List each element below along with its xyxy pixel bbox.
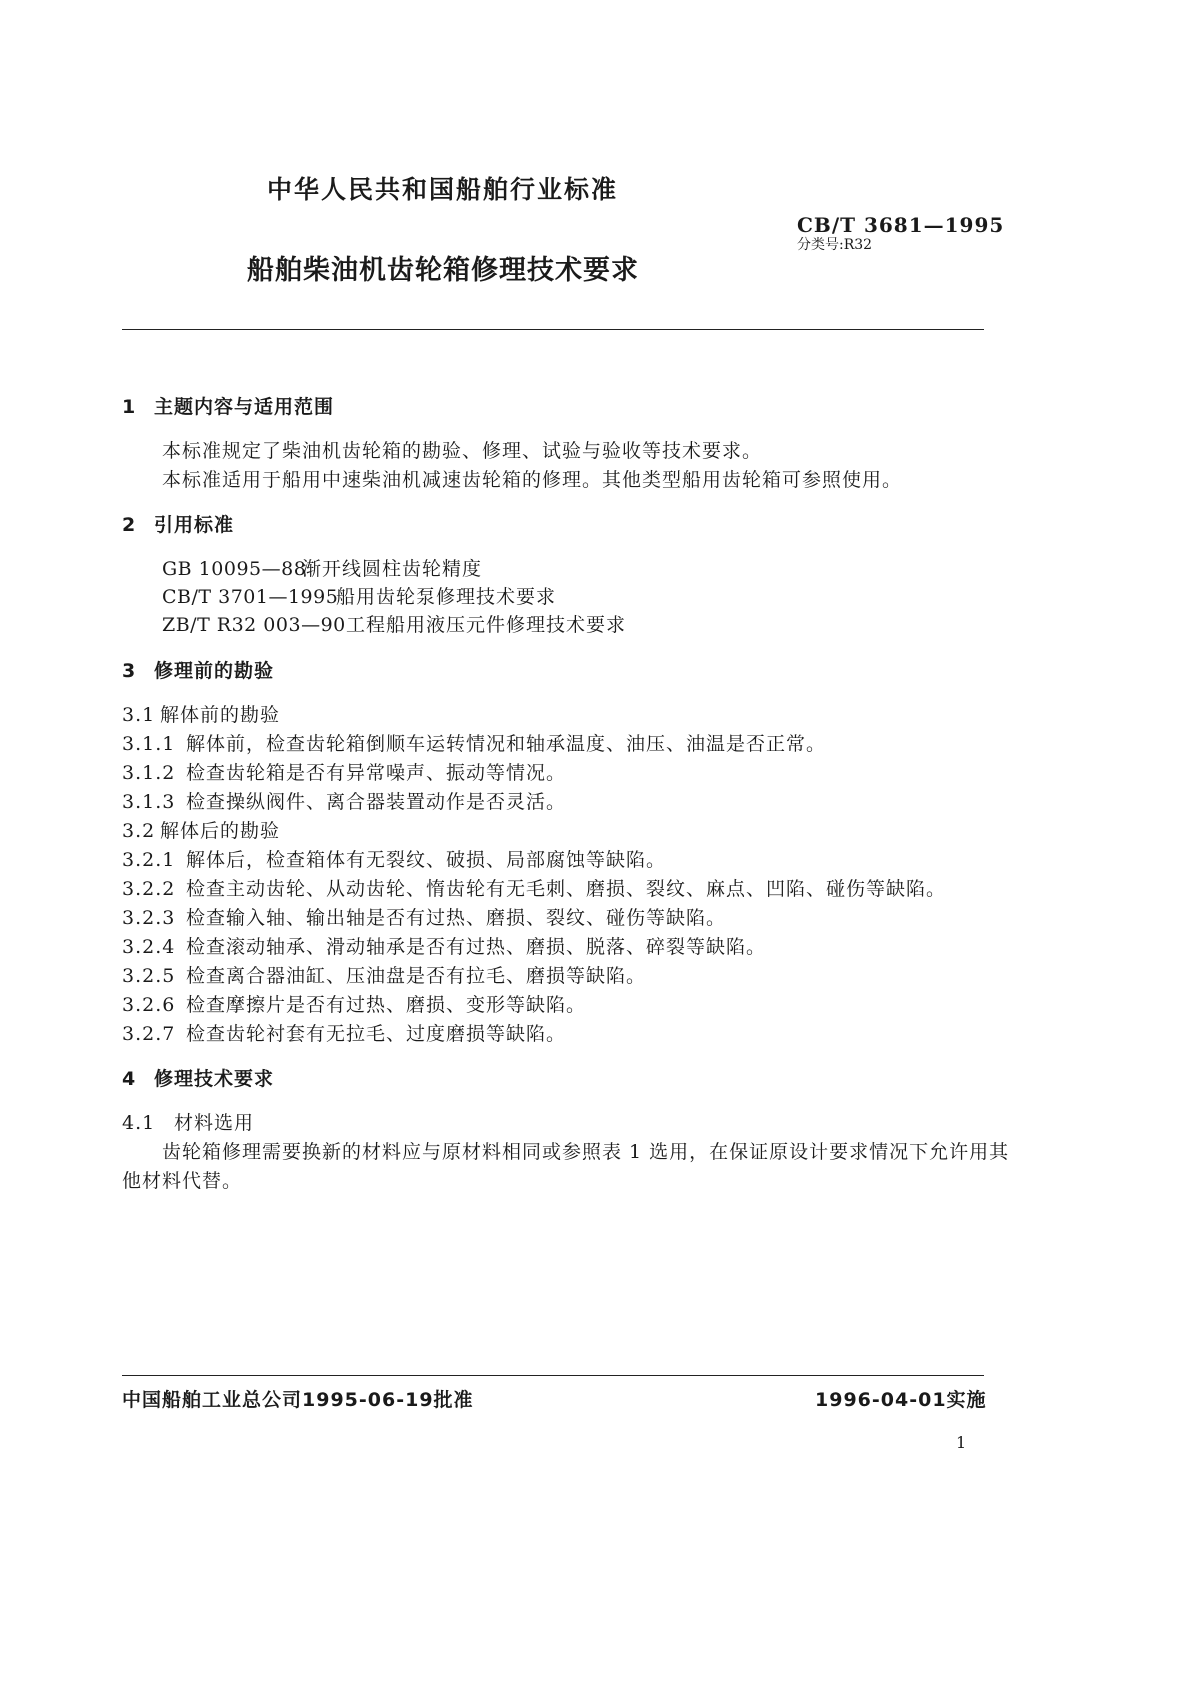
clause <box>122 1108 254 1135</box>
clause-text: 检查齿轮箱是否有异常噪声、振动等情况。 <box>186 762 567 784</box>
clause-text: 检查滚动轴承、滑动轴承是否有过热、磨损、脱落、碎裂等缺陷。 <box>186 936 767 958</box>
reference-title: 工程船用液压元件修理技术要求 <box>346 614 627 636</box>
section-title: 主题内容与适用范围 <box>154 396 335 418</box>
clause-number: 3.2.5 <box>122 965 176 987</box>
section-3-heading <box>122 656 274 683</box>
section-title: 修理前的勘验 <box>154 660 275 682</box>
reference-code: GB 10095—88 <box>162 558 307 580</box>
paragraph: 本标准适用于船用中速柴油机减速齿轮箱的修理。其他类型船用齿轮箱可参照使用。 <box>162 469 903 491</box>
clause-number: 3.2.3 <box>122 907 176 929</box>
clause-text: 检查摩擦片是否有过热、磨损、变形等缺陷。 <box>186 994 587 1016</box>
clause-number: 3.1.1 <box>122 733 176 755</box>
clause-number: 3.1.2 <box>122 762 176 784</box>
clause-text: 材料选用 <box>174 1112 255 1134</box>
clause-number: 3.2.2 <box>122 878 176 900</box>
paragraph: 齿轮箱修理需要换新的材料应与原材料相同或参照表 1 选用，在保证原设计要求情况下允许用其 <box>162 1141 1010 1163</box>
clause-number: 3.1.3 <box>122 791 176 813</box>
section-number: 4 <box>122 1068 137 1090</box>
clause-text: 解体前，检查齿轮箱倒顺车运转情况和轴承温度、油压、油温是否正常。 <box>186 733 827 755</box>
clause-number: 3.2.1 <box>122 849 176 871</box>
section-2-heading <box>122 510 234 537</box>
clause-text: 检查齿轮衬套有无拉毛、过度磨损等缺陷。 <box>186 1023 567 1045</box>
effective-date: 1996-04-01实施 <box>815 1389 987 1411</box>
section-title: 引用标准 <box>154 514 235 536</box>
footer-rule <box>122 1375 984 1376</box>
reference-title: 船用齿轮泵修理技术要求 <box>336 586 557 608</box>
document-title: 船舶柴油机齿轮箱修理技术要求 <box>247 255 639 286</box>
header-rule <box>122 329 984 330</box>
clause-number: 3.1 <box>122 704 156 726</box>
standard-code: CB/T 3681—1995 <box>797 213 1005 237</box>
section-4-heading <box>122 1064 274 1091</box>
paragraph: 本标准规定了柴油机齿轮箱的勘验、修理、试验与验收等技术要求。 <box>162 440 763 462</box>
clause <box>122 729 826 756</box>
clause-text: 检查操纵阀件、离合器装置动作是否灵活。 <box>186 791 567 813</box>
clause <box>122 1019 566 1046</box>
clause <box>122 903 726 930</box>
reference-code: ZB/T R32 003—90 <box>162 614 346 636</box>
clause-text: 解体前的勘验 <box>160 704 281 726</box>
clause <box>122 845 666 872</box>
classification-code: 分类号:R32 <box>797 237 873 253</box>
paragraph: 他材料代替。 <box>122 1170 243 1192</box>
reference-item <box>162 554 482 581</box>
page-number: 1 <box>956 1433 967 1452</box>
reference-title: 渐开线圆柱齿轮精度 <box>302 558 483 580</box>
section-number: 3 <box>122 660 137 682</box>
reference-item <box>162 582 556 609</box>
section-number: 1 <box>122 396 137 418</box>
approval-line: 中国船舶工业总公司1995-06-19批准 <box>122 1389 474 1411</box>
clause <box>122 932 766 959</box>
clause <box>122 700 280 727</box>
clause-text: 解体后，检查箱体有无裂纹、破损、局部腐蚀等缺陷。 <box>186 849 667 871</box>
section-number: 2 <box>122 514 137 536</box>
clause <box>122 990 586 1017</box>
reference-item <box>162 610 626 637</box>
org-title: 中华人民共和国船舶行业标准 <box>267 175 619 204</box>
section-1-heading <box>122 392 334 419</box>
reference-code: CB/T 3701—1995 <box>162 586 339 608</box>
clause-text: 解体后的勘验 <box>160 820 281 842</box>
clause <box>122 816 280 843</box>
clause <box>122 758 566 785</box>
clause-number: 4.1 <box>122 1112 156 1134</box>
clause <box>122 961 646 988</box>
clause-text: 检查输入轴、输出轴是否有过热、磨损、裂纹、碰伤等缺陷。 <box>186 907 727 929</box>
clause-number: 3.2.6 <box>122 994 176 1016</box>
clause-text: 检查离合器油缸、压油盘是否有拉毛、磨损等缺陷。 <box>186 965 647 987</box>
clause-number: 3.2.7 <box>122 1023 176 1045</box>
clause <box>122 874 946 901</box>
clause-number: 3.2 <box>122 820 156 842</box>
clause-text: 检查主动齿轮、从动齿轮、惰齿轮有无毛刺、磨损、裂纹、麻点、凹陷、碰伤等缺陷。 <box>186 878 947 900</box>
clause <box>122 787 566 814</box>
section-title: 修理技术要求 <box>154 1068 275 1090</box>
clause-number: 3.2.4 <box>122 936 176 958</box>
